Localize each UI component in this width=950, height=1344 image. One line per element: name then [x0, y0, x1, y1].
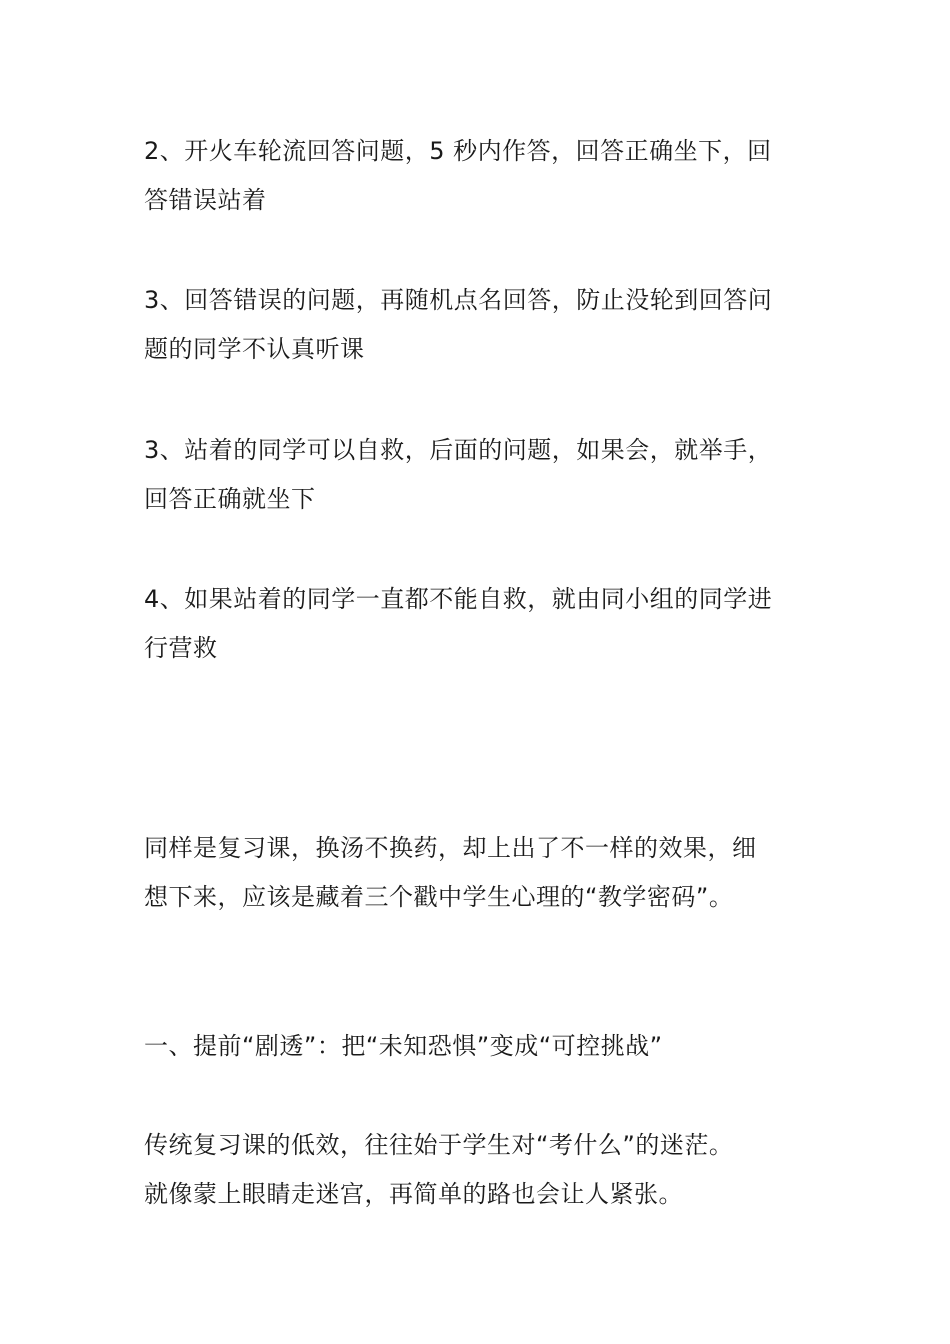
- text-line: 同样是复习课，换汤不换药，却上出了不一样的效果，细: [144, 834, 757, 862]
- rule-paragraph-4: [144, 575, 814, 673]
- text-line: 传统复习课的低效，往往始于学生对“考什么”的迷茫。: [144, 1131, 734, 1159]
- text-line: 一、提前“剧透”：把“未知恐惧”变成“可控挑战”: [144, 1032, 663, 1060]
- summary-paragraph: [144, 824, 814, 922]
- text-line: 行营救: [144, 634, 218, 662]
- rule-paragraph-3a: [144, 276, 814, 374]
- text-line: 回答正确就坐下: [144, 485, 316, 513]
- text-line: 3、回答错误的问题，再随机点名回答，防止没轮到回答问: [144, 286, 773, 314]
- rule-paragraph-3b: [144, 426, 814, 524]
- rule-paragraph-2: [144, 127, 814, 225]
- text-line: 4、如果站着的同学一直都不能自救，就由同小组的同学进: [144, 585, 773, 613]
- text-line: 3、站着的同学可以自救，后面的问题，如果会，就举手，: [144, 436, 773, 464]
- section-heading: [144, 1022, 814, 1071]
- text-line: 想下来，应该是藏着三个戳中学生心理的“教学密码”。: [144, 883, 734, 911]
- text-line: 题的同学不认真听课: [144, 335, 365, 363]
- text-line: 2、开火车轮流回答问题，5 秒内作答，回答正确坐下，回: [144, 137, 772, 165]
- text-line: 答错误站着: [144, 186, 267, 214]
- text-line: 就像蒙上眼睛走迷宫，再简单的路也会让人紧张。: [144, 1180, 683, 1208]
- body-paragraph: [144, 1121, 814, 1219]
